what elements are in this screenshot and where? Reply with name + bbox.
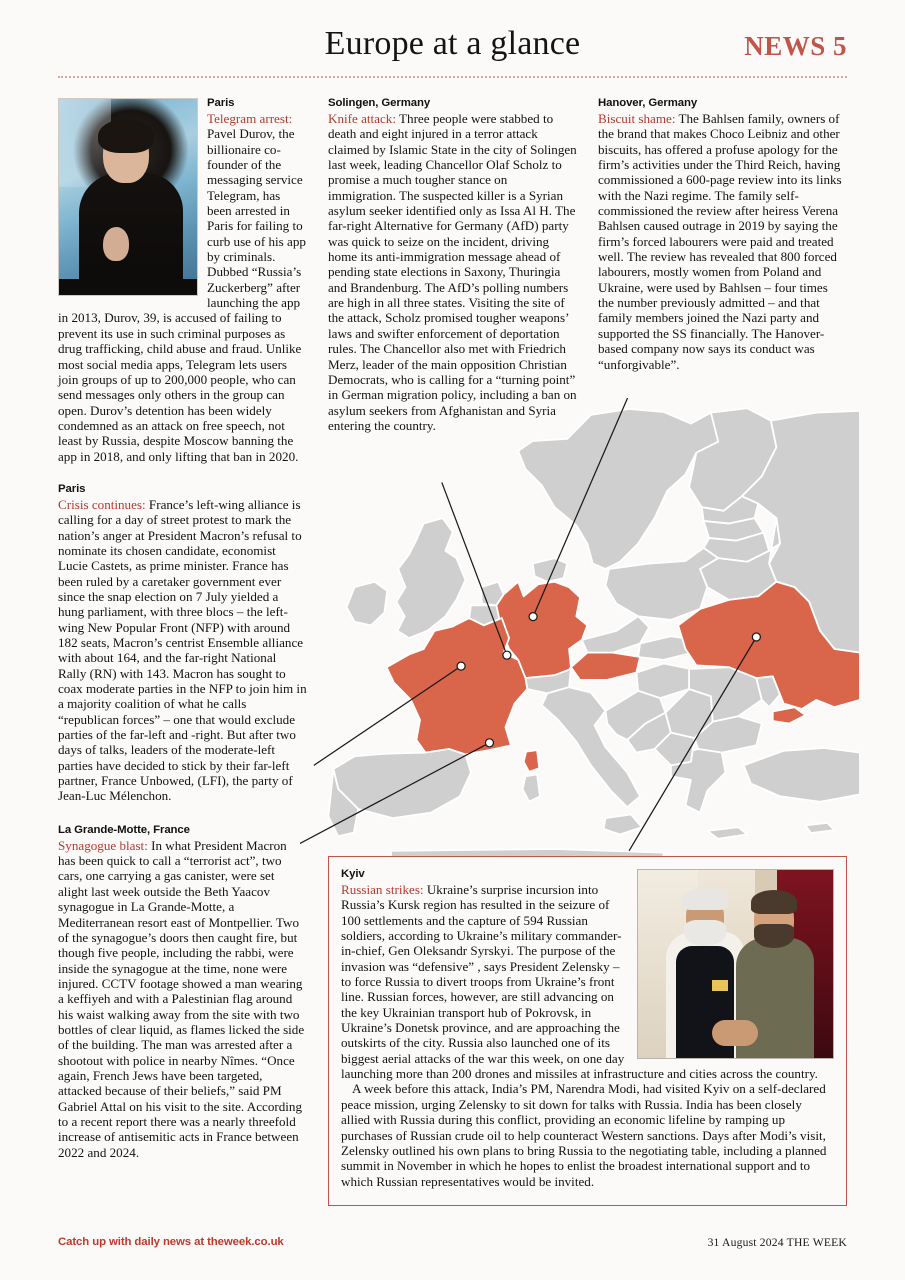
- article-text-hanover: The Bahlsen family, owners of the brand that makes Choco Leibniz and other biscuits, has offered a profuse apology for the firm’s activities under the Third Reich, having commissioned a 600-page review into its links with the Nazi regime. The family self-commissioned the review after heiress Verena Bahlsen caused outrage in 2019 by saying the firm’s forced labourers were paid and treated well. The review has revealed that 800 forced labourers, mostly women from Poland and Ukraine, were used by Bahlsen – four times the number previously admitted – and that family members joined the Nazi party and supported the SS financially. The Hanover-based company now says its conduct was “unforgivable”.: [598, 111, 842, 372]
- article-body-synagogue: [58, 838, 307, 1160]
- article-telegram-arrest: [58, 96, 307, 464]
- article-lead-hanover: Biscuit shame:: [598, 111, 676, 126]
- article-text-france-crisis: France’s left-wing alliance is calling for a day of street protest to mark the nation’s anger at President Macron’s refusal to nominate its chosen candidate, economist Lucie Castets, as prime minister. France has been ruled by a caretaker government ever since the snap election on 7 July yielded a hung parliament, with three blocs – the left-wing New Popular Front (NFP) with around 182 seats, Macron’s centrist Ensemble alliance with about 164, and the far-right National Rally (RN) with 143. Macron has sought to coax moderate parties in the NFP to join him in a majority coalition of what he calls “republican forces” – one that would exclude parties of the far-left and -right. But after two days of talks, leaders of the moderate-left parties have decided to stick by their far-left partner, France Unbowed, (LFI), the party of Jean-Luc Mélenchon.: [58, 496, 307, 804]
- photo-subject-body: [79, 173, 183, 296]
- map-island-crete: [707, 827, 747, 839]
- article-body-hanover: [598, 111, 847, 372]
- article-france-crisis: [58, 482, 307, 804]
- article-text-kyiv-paragraph2: A week before this attack, India’s PM, Narendra Modi, had visited Kyiv on a self-declared peace mission, urging Zelensky to sit down for talks with Russia. India has been closely allied with Russia during this conflict, providing an economic lifeline by ramping up purchases of Russian crude oil to help counteract Western sanctions. Days after Modi’s visit, Zelensky outlined his own plans to bring Russia to the negotiating table, including a planned summit in November in which he hopes to enlist the broadest international support and to which Russian representatives would be invited.: [341, 1081, 827, 1189]
- photo-zelensky-hair: [751, 890, 797, 914]
- article-place-hanover: Hanover, Germany: [598, 97, 698, 109]
- photo-modi-pocket-square: [712, 980, 728, 991]
- article-body-france-crisis: [58, 497, 307, 804]
- footer-issue-date: 31 August 2024 THE WEEK: [707, 1236, 847, 1249]
- column-3: [598, 96, 847, 372]
- article-text-kyiv: Ukraine’s surprise incursion into Russia’s Kursk region has resulted in the seizure of 100 settlements and the capture of 594 Russian soldiers, according to Ukraine’s military commander-in-chief, Gen Oleksandr Syrskyi. The purpose of the invasion was “defensive” , says President Zelensky – to force Russia to divert troops from Ukraine’s front line. Russian forces, however, are still advancing on the key Ukrainian transport hub of Pokrovsk, in Ukraine’s Donetsk province, and are approaching the outskirts of the city. Russia also launched one of its biggest aerial attacks of the war this week, on one day launching more than 200 drones and missiles at infrastructure and cities across the country.: [341, 882, 818, 1082]
- photo-subject-hand: [103, 227, 129, 261]
- article-place-paris-crisis: Paris: [58, 482, 86, 495]
- map-island-cyprus: [805, 823, 834, 833]
- photo-zelensky-beard: [754, 924, 794, 948]
- section-label: NEWS 5: [744, 31, 847, 61]
- article-place-la-grande-motte: La Grande-Motte, France: [58, 823, 190, 836]
- map-marker-hanover: [529, 613, 537, 621]
- map-country-austria: [571, 653, 640, 680]
- map-marker-kyiv: [752, 633, 760, 641]
- map-country-britain: [396, 518, 465, 638]
- photo-modi-hair: [682, 888, 728, 910]
- europe-map: [300, 398, 860, 860]
- footer-promo[interactable]: Catch up with daily news at theweek.co.uk: [58, 1236, 284, 1248]
- map-island-sardinia: [523, 774, 540, 801]
- masthead: [58, 22, 847, 70]
- column-1: [58, 96, 307, 1160]
- page-title: Europe at a glance: [324, 25, 581, 62]
- article-solingen: [328, 96, 577, 433]
- map-island-sicily: [604, 814, 642, 834]
- map-country-france: [387, 618, 528, 754]
- photo-subject-hair: [98, 119, 154, 153]
- article-text-solingen: Three people were stabbed to death and eight injured in a terror attack claimed by Islamic State in the city of Solingen last week, leading Chancellor Olaf Scholz to promise a much tougher stance on immigration. The suspected killer is a Syrian asylum seeker identified only as Issa Al H. The far-right Alternative for Germany (AfD) party was quick to seize on the incident, driving home its anti-immigration message ahead of pending state elections in Saxony, Thuringia and Brandenburg. The AfD’s polling numbers are high in all three states. Visiting the site of the attack, Scholz promised tougher weapons’ laws and swifter enforcement of deportation rules. The Chancellor also met with Friedrich Merz, leader of the main opposition Christian Democrats, who is calling for a “turning point” in German migration policy, including a ban on asylum seekers from Afghanistan and Syria entering the country.: [328, 111, 577, 433]
- article-text-telegram: Pavel Durov, the billionaire co-founder of the messaging service Telegram, has been arrested in Paris for failing to curb use of his app by criminals. Dubbed “Russia’s Zuckerberg” after launching the app in 2013, Durov, 39, is accused of failing to prevent its use in such criminal purposes as drug trafficking, child abuse and fraud. Unlike most social media apps, Telegram lets users join groups of up to 200,000 people, who can send messages only others in the group can open. Durov’s detention has been widely condemned as an attack on free speech, not least by Russia, despite Moscow banning the app in 2018, and only lifting that ban in 2020.: [58, 126, 306, 464]
- map-marker-solingen: [503, 651, 511, 659]
- map-marker-paris: [457, 662, 465, 670]
- article-lead-france-crisis: Crisis continues:: [58, 496, 146, 512]
- header-divider: [58, 76, 847, 78]
- column-2: [328, 96, 577, 433]
- map-country-turkey: [744, 748, 860, 802]
- map-country-ireland: [347, 582, 388, 626]
- photo-handshake: [712, 1020, 758, 1046]
- article-text-synagogue: In what President Macron has been quick to call a “terrorist act”, two cars, one carrying a gas canister, were set alight last week outside the Beth Yaacov synagogue in La Grande-Motte, a Mediterranean resort east of Montpellier. Two of the synagogue’s doors then caught fire, but though five people, including the rabbi, were inside the synagogue at the time, none were injured. CCTV footage showed a man wearing a keffiyeh and with a Palestinian flag around his waist walking away from the site with two bottles of clear liquid, as flames licked the side of the building. The man was arrested after a shootout with police in nearby Nîmes. “Once again, French Jews have been targeted, attacked because of their beliefs,” said PM Gabriel Attal on his visit to the site. According to a recent report there was a nearly threefold increase of antisemitic acts in France between 2022 and 2024.: [58, 837, 305, 1160]
- article-lead-kyiv: Russian strikes:: [341, 882, 424, 897]
- article-place-paris-telegram: Paris: [207, 97, 235, 109]
- map-marker-la-grande-motte: [485, 739, 493, 747]
- article-place-solingen: Solingen, Germany: [328, 97, 431, 109]
- map-region-crimea: [773, 707, 806, 723]
- article-body-solingen: [328, 111, 577, 433]
- photo-modi-zelensky: [637, 869, 834, 1059]
- article-lead-synagogue: Synagogue blast:: [58, 837, 148, 853]
- map-island-corsica: [524, 750, 540, 772]
- photo-modi-beard: [684, 920, 726, 946]
- europe-map-svg: [300, 398, 860, 860]
- photo-pavel-durov: [58, 98, 198, 296]
- article-place-kyiv: Kyiv: [341, 868, 365, 880]
- article-lead-telegram: Telegram arrest:: [207, 111, 293, 126]
- article-hanover: [598, 96, 847, 372]
- article-kyiv-boxed: [328, 856, 847, 1206]
- article-lead-solingen: Knife attack:: [328, 111, 396, 126]
- article-synagogue-blast: [58, 823, 307, 1160]
- photo-foreground: [59, 279, 197, 295]
